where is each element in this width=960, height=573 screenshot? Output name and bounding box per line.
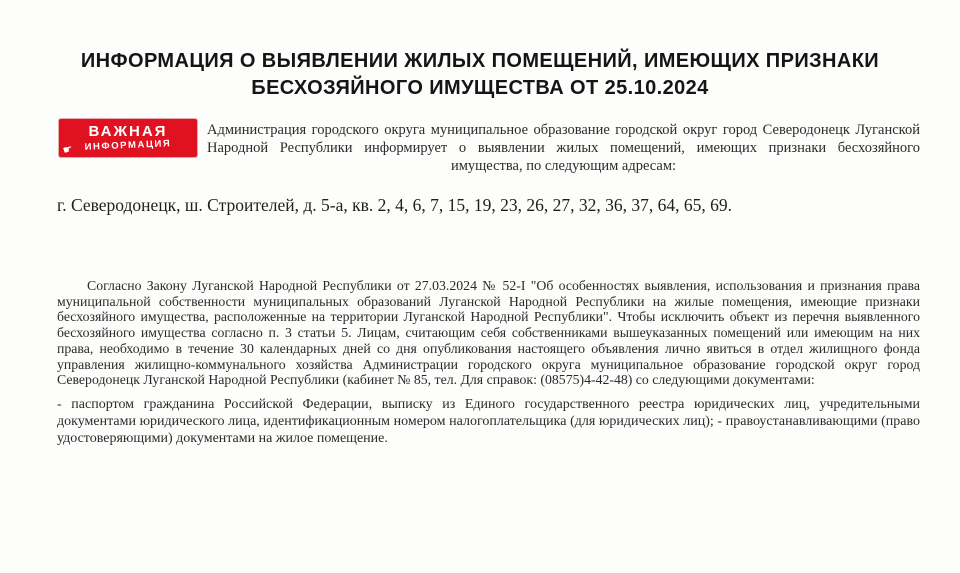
page-title-line1: ИНФОРМАЦИЯ О ВЫЯВЛЕНИИ ЖИЛЫХ ПОМЕЩЕНИЙ, ИМЕЮЩИХ ПРИЗНАКИ (80, 50, 880, 72)
important-info-badge (59, 119, 197, 157)
pointer-hand-icon: ☛ (61, 142, 75, 158)
badge-label-bottom: ИНФОРМАЦИЯ (84, 138, 172, 153)
page-title-line2: БЕСХОЗЯЙНОГО ИМУЩЕСТВА ОТ 25.10.2024 (251, 77, 709, 99)
intro-paragraph: Администрация городского округа муниципальное образование городской округ город Северодонецк Луганской Народной Республики информирует о выявлении жилых помещений, имеющих признаки бесхозяйного имущества, по следующим адресам: (207, 122, 920, 174)
page-title (40, 48, 920, 102)
legal-basis-paragraph: Согласно Закону Луганской Народной Республики от 27.03.2024 № 52-I "Об особенностях выявления, использования и признания права муниципальной собственности муниципальных образований Луганской Народной Республики на жилые помещения, имеющие признаки бесхозяйного имущества, расположенные на территории Луганской Народной Республики". Чтобы исключить объект из перечня выявленного бесхозяйного имущества согласно п. 3 статьи 5. Лицам, считающим себя собственниками вышеуказанных помещений или имеющим на них права, необходимо в течение 30 календарных дней со дня опубликования настоящего объявления лично явиться в отдел жилищного фонда управления жилищно-коммунального хозяйства Администрации городского округа муниципальное образование городской округ город Северодонецк Луганской Народной Республики (кабинет № 85, тел. Для справок: (08575)4-42-48) со следующими документами: (57, 278, 920, 388)
address-line: г. Северодонецк, ш. Строителей, д. 5-а, кв. 2, 4, 6, 7, 15, 19, 23, 26, 27, 32, 36, 37, 64, 65, 69. (57, 195, 732, 215)
badge-label-top: ВАЖНАЯ (88, 123, 168, 140)
intro-section (59, 119, 920, 175)
required-documents-paragraph: - паспортом гражданина Российской Федерации, выписку из Единого государственного реестра юридических лиц, учредительными документами юридического лица, идентификационным номером налогоплательщика (для юридических лиц); - правоустанавливающими (право удостоверяющими) документами на жилое помещение. (57, 397, 920, 446)
